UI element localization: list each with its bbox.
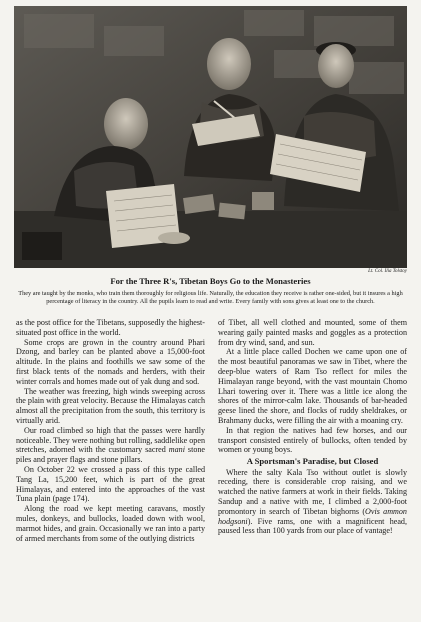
section-heading: A Sportsman's Paradise, but Closed [246, 456, 379, 467]
photo-illustration [14, 6, 407, 268]
left-column [16, 318, 205, 543]
right-paragraph-4 [218, 468, 407, 537]
right-paragraph-3: In that region the natives had few horses, and our transport consisted entirely of bullocks, often tended by women or young boys. [218, 425, 407, 455]
left-paragraph-1: as the post office for the Tibetans, supposedly the highest-situated post office in the world. [16, 318, 205, 337]
caption-body: They are taught by the monks, who train them thoroughly for religious life. Naturally, the education they receive is rather one-sided, but it insures a high percentage of literacy in the country. All the pupils learn to read and write. Every family with sons gives at least one to the church. [18, 290, 403, 305]
caption-title: For the Three R's, Tibetan Boys Go to the Monasteries [110, 276, 311, 286]
right-column [218, 318, 407, 536]
left-paragraph-4-text: Our road climbed so high that the passes were hardly noticeable. They were nothing but rolling, saddlelike open stretches, adorned with the customary sacred [16, 425, 205, 455]
photograph-monastery-boys [14, 6, 407, 268]
photo-credit: Lt. Col. Ilia Tolstoy [368, 269, 407, 274]
left-paragraph-4-tail: stone piles and prayer flags and stone pillars. [16, 445, 206, 465]
left-paragraph-4 [16, 426, 205, 465]
left-paragraph-3: The weather was freezing, high winds sweeping across the plain with great velocity. Because the Himalayas catch almost all the precipitation from the south, this territory is virtually arid. [16, 386, 205, 425]
right-paragraph-2: At a little place called Dochen we came upon one of the most beautiful panoramas we saw in Tibet, where the deep-blue waters of Ram Tso reflect for miles the Himalayan range beyond, with the vast mountain Chomo Lhari towering over it. There was a little ice along the shores of the mirror-calm lake. Thousands of bar-headed geese lined the shore, and flocks of ruddy sheldrakes, or Brahmany ducks, were filling the air with a moaning cry. [218, 347, 407, 425]
left-paragraph-6: Along the road we kept meeting caravans, mostly mules, donkeys, and bullocks, loaded down with wool, marmot hides, and grain. Occasionally we ran into a party of armed merchants from some of the outlying districts [16, 504, 205, 543]
left-paragraph-2: Some crops are grown in the country around Phari Dzong, and barley can be planted above a 15,000-foot altitude. In the plains and foothills we saw some of the first black tents of the nomads and herders, with their winter corrals and homes made out of yak dung and sod. [16, 337, 205, 386]
right-paragraph-4-post: ). Five rams, one with a magnificent head, paused less than 100 yards from our place of vantage! [218, 516, 407, 536]
species-name: Ovis ammon hodgsoni [218, 506, 407, 526]
right-paragraph-1: of Tibet, all well clothed and mounted, some of them wearing gaily painted masks and goggles as a protection from dry wind, sand, and sun. [218, 318, 407, 347]
right-paragraph-4-pre: Where the salty Kala Tso without outlet is slowly receding, there is considerable crop raising, and we watched the native farmers at work in their fields. Taking Sandup and a native with me, I climbed a 2,000-foot promontory in search of Tibetan bighorns ( [218, 467, 407, 516]
mani-word: mani [168, 445, 185, 455]
left-paragraph-5: On October 22 we crossed a pass of this type called Tang La, 15,200 feet, which is part of the great Himalayas, and entered into the approaches of the vast Tuna plain (page 174). [16, 464, 205, 504]
